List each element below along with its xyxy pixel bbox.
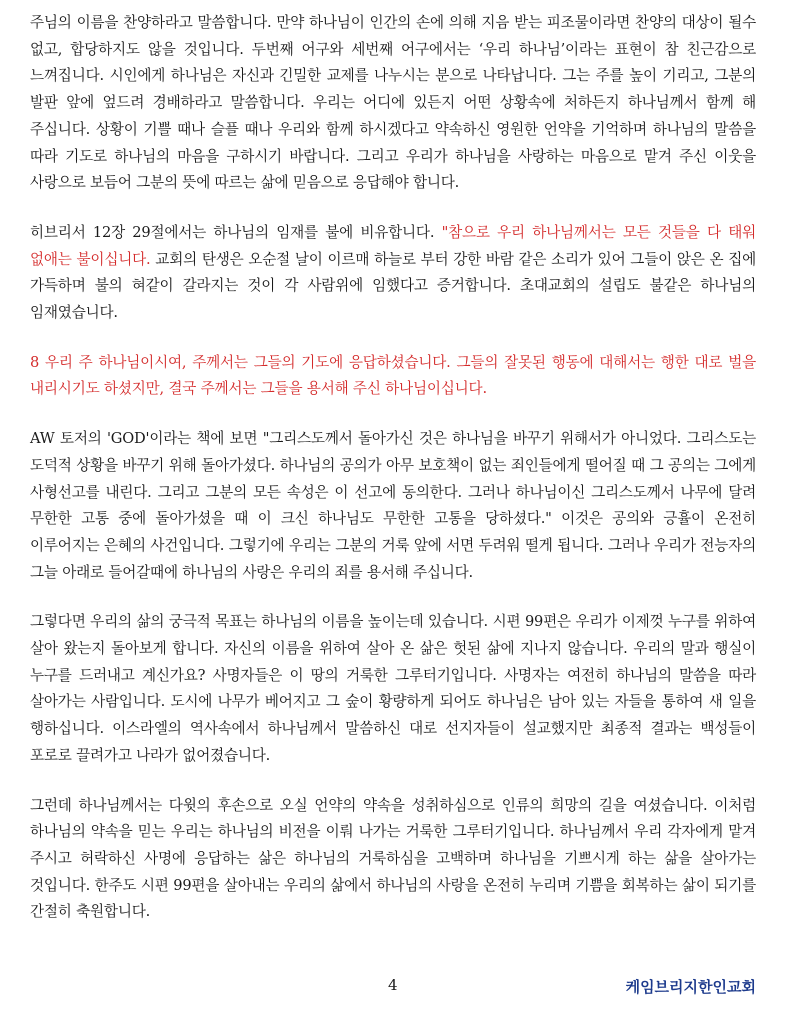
paragraph-text: 그런데 하나님께서는 다윗의 후손으로 오실 언약의 약속을 성취하심으로 인류의 희망의 길을 여셨습니다. 이처럼 하나님의 약속을 믿는 우리는 하나님의 비전을 이뤄 나가는 거룩한 그루터기입니다. 하나님께서 우리 각자에게 맡겨 주시고 허락하신 사명에 응답하는 삶은 하나님의 거룩하심을 고백하며 하나님을 기쁘시게 하는 삶을 살아가는 것입니다. 한주도 시편 99편을 살아내는 우리의 삶에서 하나님의 사랑을 온전히 누리며 기쁨을 회복하는 삶이 되기를 간절히 축원합니다. [30,796,756,921]
paragraph-text: 주님의 이름을 찬양하라고 말씀합니다. 만약 하나님이 인간의 손에 의해 지음 받는 피조물이라면 찬양의 대상이 될수 없고, 합당하지도 않을 것입니다. 두번째 어구와 세번째 어구에서는 ‘우리 하나님’이라는 표현이 참 친근감으로 느껴집니다. 시인에게 하나님은 자신과 긴밀한 교제를 나누시는 분으로 나타납니다. 그는 주를 높이 기리고, 그분의 발판 앞에 엎드려 경배하라고 말씀합니다. 우리는 어디에 있든지 어떤 상황속에 처하든지 하나님께서 함께 해 주십니다. 상황이 기쁠 때나 슬플 때나 우리와 함께 하시겠다고 약속하신 영원한 언약을 기억하며 하나님의 말씀을 따라 기도로 하나님의 마음을 구하시기 바랍니다. 그리고 우리가 하나님을 사랑하는 마음으로 맡겨 주신 이웃을 사랑으로 보듬어 그분의 뜻에 따르는 삶에 믿음으로 응답해야 합니다. [30,14,756,192]
paragraph-text: AW 토저의 'GOD'이라는 책에 보면 "그리스도께서 돌아가신 것은 하나님을 바꾸기 위해서가 아니었다. 그리스도는 도덕적 상황을 바꾸기 위해 돌아가셨다. 하나님의 공의가 아무 보호책이 없는 죄인들에게 떨어질 때 그 공의는 그에게 사형선고를 내린다. 그리고 그분의 모든 속성은 이 선고에 동의한다. 그러나 하나님이신 그리스도께서 나무에 달려 무한한 고통 중에 돌아가셨을 때 이 크신 하나님도 무한한 고통을 당하셨다." 이것은 공의와 긍휼이 온전히 이루어지는 은혜의 사건입니다. 그렇기에 우리는 그분의 거룩 앞에 서면 두려워 떨게 됩니다. 그러나 우리가 전능자의 그늘 아래로 들어갈때에 하나님의 사랑은 우리의 죄를 용서해 주십니다. [30,430,756,581]
scripture-verse-red: 8 우리 주 하나님이시여, 주께서는 그들의 기도에 응답하셨습니다. 그들의 잘못된 행동에 대해서는 행한 대로 벌을 내리시기도 하셨지만, 결국 주께서는 그들을 용서해 주신 하나님이십니다. [30,353,756,398]
paragraph-1 [30,10,756,197]
paragraph-text: 히브리서 12장 29절에서는 하나님의 임재를 불에 비유합니다. [30,223,442,241]
paragraph-text: 그렇다면 우리의 삶의 궁극적 목표는 하나님의 이름을 높이는데 있습니다. 시편 99편은 우리가 이제껏 누구를 위하여 살아 왔는지 돌아보게 합니다. 자신의 이름을 위하여 살아 온 삶은 헛된 삶에 지나지 않습니다. 우리의 말과 행실이 누구를 드러내고 계신가요? 사명자들은 이 땅의 거룩한 그루터기입니다. 사명자는 여전히 하나님의 말씀을 따라 살아가는 사람입니다. 도시에 나무가 베어지고 그 숲이 황량하게 되어도 하나님은 남아 있는 자들을 통하여 새 일을 행하십니다. 이스라엘의 역사속에서 하나님께서 말씀하신 대로 선지자들이 설교했지만 최종적 결과는 백성들이 포로로 끌려가고 나라가 없어졌습니다. [30,613,756,764]
paragraph-2 [30,220,756,327]
paragraph-4 [30,426,756,586]
paragraph-5 [30,609,756,769]
paragraph-6 [30,793,756,927]
document-body [30,10,756,949]
church-name: 케임브리지한인교회 [625,978,756,996]
scripture-quote-red: "참으로 우리 하나님께서는 모든 것들을 다 태워 없애는 불이십니다. [30,223,757,268]
paragraph-3-scripture [30,350,756,403]
page-number: 4 [388,976,398,994]
paragraph-text: 교회의 탄생은 오순절 날이 이르매 하늘로 부터 강한 바람 같은 소리가 있어 그들이 앉은 온 집에 가득하며 불의 혀같이 갈라지는 것이 각 사람위에 임했다고 증거합니다. 초대교회의 설립도 불같은 하나님의 임재였습니다. [30,250,756,322]
